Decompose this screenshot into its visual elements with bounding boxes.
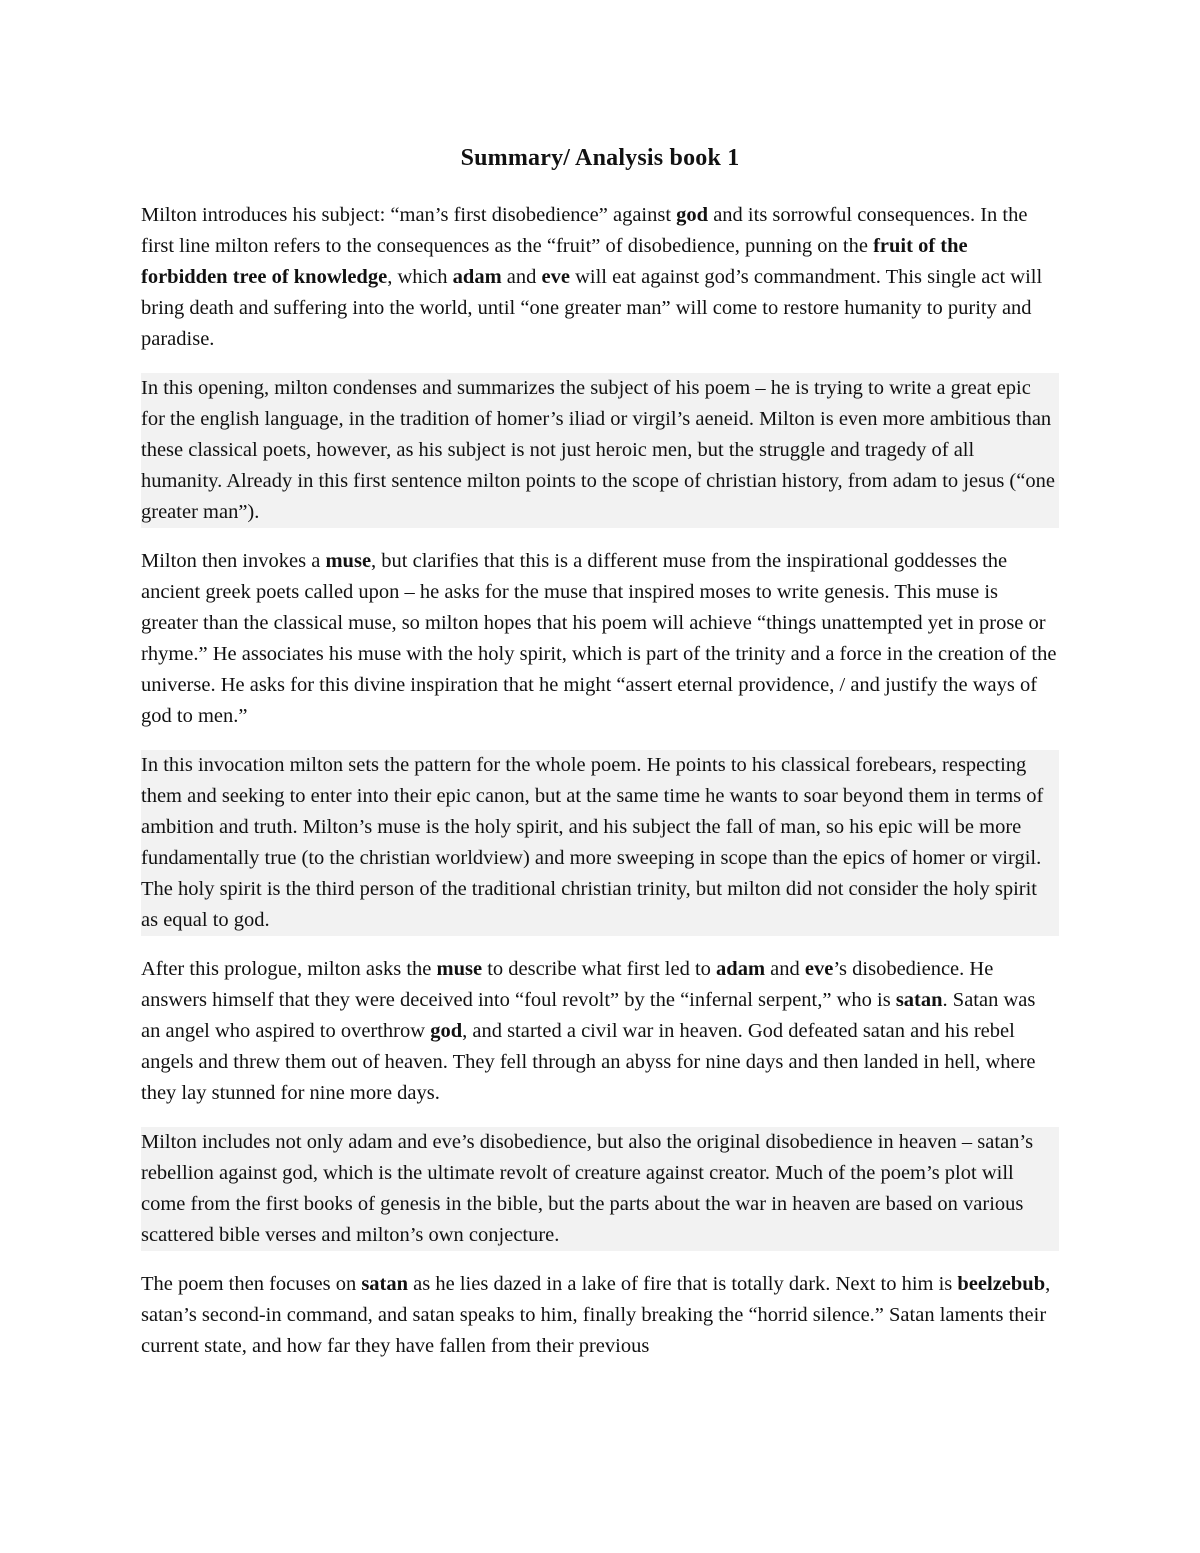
bold-term: beelzebub [957, 1273, 1046, 1295]
text-segment: and [765, 958, 805, 980]
bold-term: adam [716, 958, 766, 980]
text-segment: will eat against god’s commandment. This single act will bring death and suffering into the world, until “one greater man” will come to restore humanity to purity and paradise. [141, 266, 1043, 350]
document-body [141, 140, 1059, 1380]
bold-term: muse [325, 550, 372, 572]
bold-term: adam [452, 266, 502, 288]
bold-term: god [430, 1020, 463, 1042]
text-segment: Milton then invokes a [141, 550, 326, 572]
bold-term: fruit of the forbidden tree of knowledge [141, 235, 968, 288]
bold-term: satan [895, 989, 943, 1011]
bold-term: muse [436, 958, 483, 980]
paragraph [141, 1269, 1059, 1362]
text-segment: Milton introduces his subject: “man’s first disobedience” against [141, 204, 677, 226]
text-segment: After this prologue, milton asks the [141, 958, 437, 980]
paragraph [141, 954, 1059, 1109]
bold-term: eve [804, 958, 834, 980]
text-segment: In this invocation milton sets the pattern for the whole poem. He points to his classical forebears, respecting them and seeking to enter into their epic canon, but at the same time he wants to soar beyond them in terms of ambition and truth. Milton’s muse is the holy spirit, and his subject the fall of man, so his epic will be more fundamentally true (to the christian worldview) and more sweeping in scope than the epics of homer or virgil. The holy spirit is the third person of the traditional christian trinity, but milton did not consider the holy spirit as equal to god. [141, 754, 1044, 931]
text-segment: as he lies dazed in a lake of fire that is totally dark. Next to him is [408, 1273, 958, 1295]
text-segment: The poem then focuses on [141, 1273, 362, 1295]
text-segment: and [501, 266, 542, 288]
text-segment: , but clarifies that this is a different muse from the inspirational goddesses the ancient greek poets called upon – he asks for the muse that inspired moses to write genesis. This muse is greater than the classical muse, so milton hopes that his poem will achieve “things unattempted yet in prose or rhyme.” He associates his muse with the holy spirit, which is part of the trinity and a force in the creation of the universe. He asks for this divine inspiration that he might “assert eternal providence, / and justify the ways of god to men.” [141, 550, 1057, 727]
page-title: Summary/ Analysis book 1 [460, 145, 740, 171]
text-segment: , and started a civil war in heaven. God defeated satan and his rebel angels and threw them out of heaven. They fell through an abyss for nine days and then landed in hell, where they lay stunned for nine more days. [141, 1020, 1036, 1104]
text-segment: to describe what first led to [482, 958, 717, 980]
bold-term: eve [541, 266, 570, 288]
bold-term: god [676, 204, 709, 226]
text-segment: Milton includes not only adam and eve’s disobedience, but also the original disobedience in heaven – satan’s rebellion against god, which is the ultimate revolt of creature against creator. Much of the poem’s plot will come from the first books of genesis in the bible, but the parts about the war in heaven are based on various scattered bible verses and milton’s own conjecture. [141, 1131, 1034, 1246]
text-segment: , satan’s second-in command, and satan speaks to him, finally breaking the “horrid silence.” Satan laments their current state, and how far they have fallen from their previous [141, 1273, 1051, 1357]
text-segment: . Satan was an angel who aspired to overthrow [141, 989, 1036, 1042]
text-segment: , which [387, 266, 453, 288]
text-segment: In this opening, milton condenses and summarizes the subject of his poem – he is trying to write a great epic for the english language, in the tradition of homer’s iliad or virgil’s aeneid. Milton is even more ambitious than these classical poets, however, as his subject is not just heroic men, but the struggle and tragedy of all humanity. Already in this first sentence milton points to the scope of christian history, from adam to jesus (“one greater man”). [141, 377, 1055, 523]
paragraph [141, 1127, 1059, 1251]
paragraph [141, 546, 1059, 732]
paragraph-list [141, 200, 1059, 1362]
paragraph [141, 200, 1059, 355]
text-segment: and its sorrowful consequences. In the first line milton refers to the consequences as the “fruit” of disobedience, punning on the [141, 204, 1028, 257]
paragraph [141, 373, 1059, 528]
bold-term: satan [361, 1273, 409, 1295]
text-segment: ’s disobedience. He answers himself that they were deceived into “foul revolt” by the “infernal serpent,” who is [141, 958, 994, 1011]
paragraph [141, 750, 1059, 936]
